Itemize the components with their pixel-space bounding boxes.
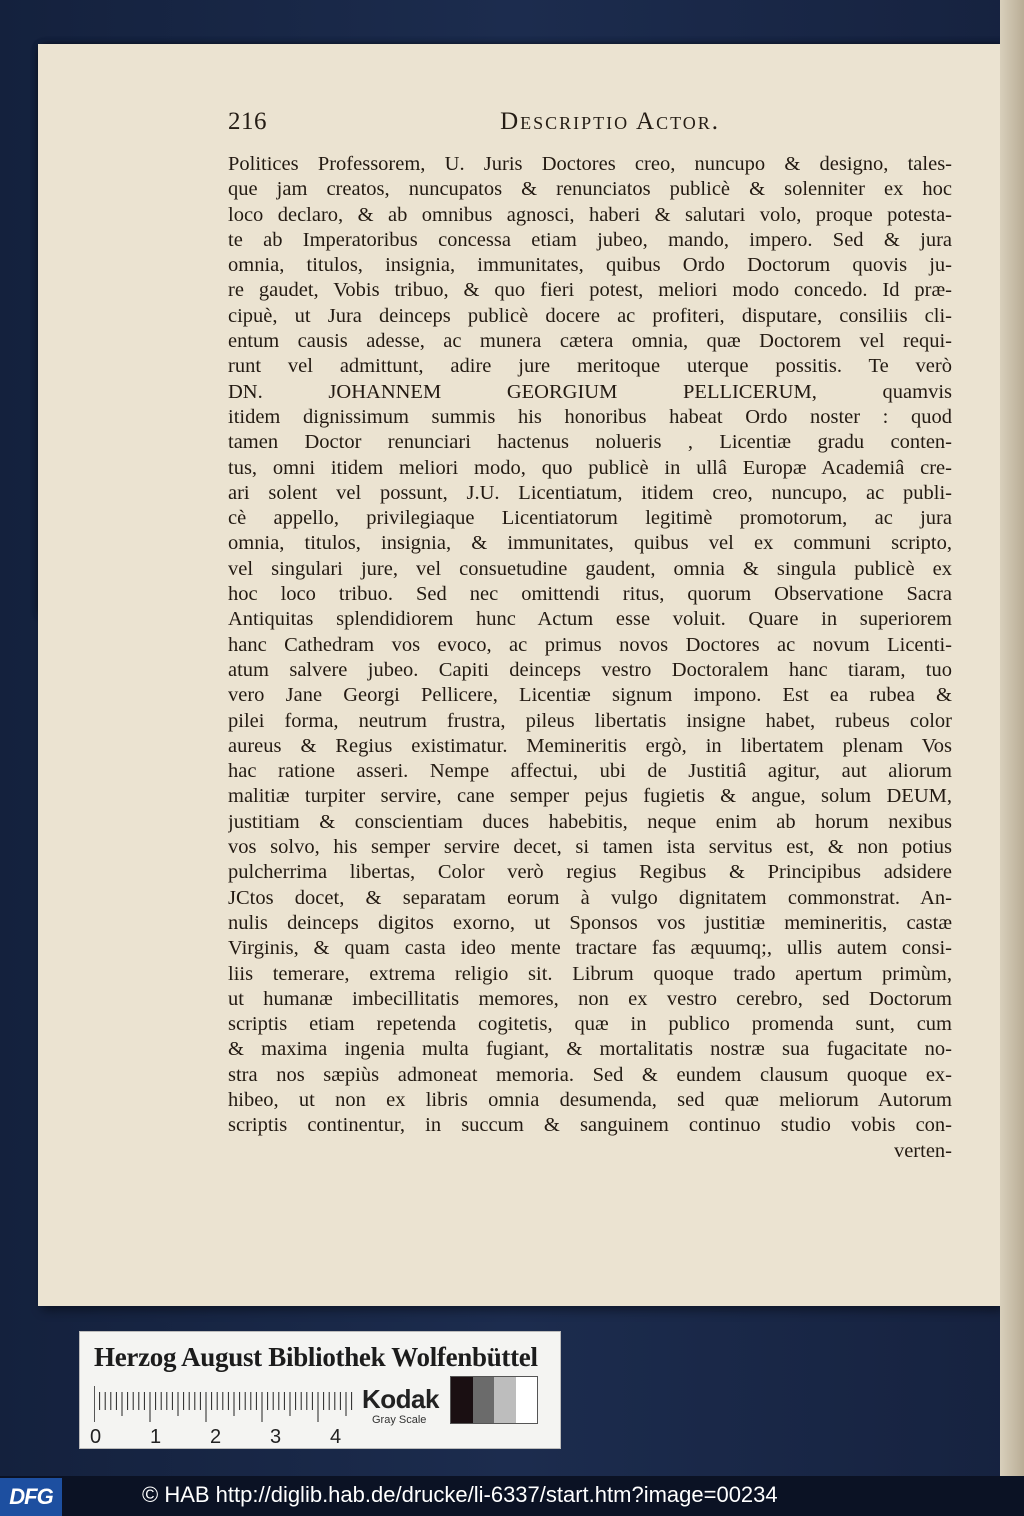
text-line: que jam creatos, nuncupatos & renunciatos publicè & solenniter ex hoc <box>228 178 952 201</box>
text-line: hac ratione asseri. Nempe affectui, ubi de Justitiâ agitur, aut aliorum <box>228 760 952 783</box>
text-line: pulcherrima libertas, Color verò regius Regibus & Principibus adsidere <box>228 861 952 884</box>
text-line: te ab Imperatoribus concessa etiam jubeo, mando, impero. Sed & jura <box>228 228 952 251</box>
text-line: omnia, titulos, insignia, & immunitates, quibus vel ex communi scripto, <box>228 532 952 555</box>
page-number: 216 <box>228 108 267 135</box>
ruler-number: 0 <box>90 1426 102 1448</box>
library-label-title: Herzog August Bibliothek Wolfenbüttel <box>94 1342 538 1372</box>
catchword: verten- <box>893 1139 952 1162</box>
text-line: entum causis adesse, ac munera cætera omnia, quæ Doctorem vel requi- <box>228 330 952 353</box>
text-line: malitiæ turpiter servire, cane semper pejus fugietis & angue, solum DEUM, <box>228 785 952 808</box>
text-line: re gaudet, Vobis tribuo, & quo fieri potest, meliori modo concedo. Id præ- <box>228 279 952 302</box>
text-line: hibeo, ut non ex libris omnia desumenda, sed quæ meliorum Autorum <box>228 1088 952 1111</box>
text-line: itidem dignissimum summis his honoribus habeat Ordo noster : quod <box>228 405 952 428</box>
kodak-brand: Kodak <box>362 1384 439 1414</box>
text-line: Virginis, & quam casta ideo mente tractare fas æquumq;, ullis autem consi- <box>228 937 952 960</box>
text-line: runt vel admittunt, adire jure meritoque uterque possitis. Te verò <box>228 355 952 378</box>
text-line: aureus & Regius existimatur. Memineritis ergò, in libertatem plenam Vos <box>228 734 952 757</box>
text-line: nulis deinceps digitos exorno, ut Sponsos vos justitiæ memineritis, castæ <box>228 911 952 934</box>
text-line: tus, omni itidem meliori modo, quo publicè in ullâ Europæ Academiâ cre- <box>228 456 952 479</box>
text-line: vel singulari jure, vel consuetudine gaudent, omnia & singula publicè ex <box>228 557 952 580</box>
text-line: vero Jane Georgi Pellicere, Licentiæ signum impono. Est ea rubea & <box>228 684 952 707</box>
text-line: Politices Professorem, U. Juris Doctores creo, nuncupo & designo, tales- <box>228 153 952 175</box>
text-line: pilei forma, neutrum frustra, pileus libertatis insigne habet, rubeus color <box>228 709 952 732</box>
copyright-link[interactable]: © HAB http://diglib.hab.de/drucke/li-6337/start.htm?image=00234 <box>142 1482 778 1507</box>
text-line: atum salvere jubeo. Capiti deinceps vestro Doctoralem hanc tiaram, tuo <box>228 658 952 681</box>
text-line: cipuè, ut Jura deinceps publicè docere ac profiteri, disputare, consiliis cli- <box>228 304 952 327</box>
text-line: scriptis etiam repetenda cogitetis, quæ in publico promenda sunt, cum <box>228 1013 952 1036</box>
ruler-number: 4 <box>330 1426 342 1448</box>
text-line: hoc loco tribuo. Sed nec omittendi ritus, quorum Observatione Sacra <box>228 583 952 606</box>
text-line: tamen Doctor renunciari hactenus nolueris , Licentiæ gradu conten- <box>228 431 952 454</box>
ruler-number: 1 <box>150 1426 162 1448</box>
running-title: Descriptio Actor. <box>500 108 720 135</box>
text-line: hanc Cathedram vos evoco, ac primus novos Doctores ac novum Licenti- <box>228 633 952 656</box>
text-line: DN. JOHANNEM GEORGIUM PELLICERUM, quamvis <box>228 380 952 403</box>
text-line: omnia, titulos, insignia, immunitates, quibus Ordo Doctorum quovis ju- <box>228 254 952 277</box>
kodak-subtitle: Gray Scale <box>372 1414 427 1426</box>
text-line: vos solvo, his semper servire decet, si tamen ista servitus est, & non potius <box>228 836 952 859</box>
text-line: & maxima ingenia multa fugiant, & mortalitatis nostræ sua fugacitate no- <box>228 1038 952 1061</box>
book-gutter <box>1000 0 1024 1476</box>
text-line: liis temerare, extrema religio sit. Librum quoque trado apertum primùm, <box>228 962 952 985</box>
text-line: cè appello, privilegiaque Licentiatorum legitimè promotorum, ac jura <box>228 507 952 530</box>
text-line: ut humanæ imbecillitatis memores, non ex vestro cerebro, sed Doctorum <box>228 987 952 1010</box>
dfg-logo: DFG <box>0 1478 62 1516</box>
text-line: loco declaro, & ab omnibus agnosci, haberi & salutari volo, proque potesta- <box>228 203 952 226</box>
library-label <box>80 1332 560 1448</box>
ruler-number: 2 <box>210 1426 222 1448</box>
text-line: Antiquitas splendidiorem hunc Actum esse voluit. Quare in superiorem <box>228 608 952 631</box>
text-line: scriptis continentur, in succum & sanguinem continuo studio vobis con- <box>228 1114 952 1137</box>
ruler-number: 3 <box>270 1426 282 1448</box>
running-header <box>228 108 720 142</box>
text-line: stra nos sæpiùs admoneat memoria. Sed & eundem clausum quoque ex- <box>228 1063 952 1086</box>
text-line: ari solent vel possunt, J.U. Licentiatum, itidem creo, nuncupo, ac publi- <box>228 481 952 504</box>
body-text <box>228 152 952 1164</box>
gray-scale-swatch <box>450 1376 538 1424</box>
text-line: JCtos docet, & separatam eorum à vulgo dignitatem commonstrat. An- <box>228 886 952 909</box>
text-line: justitiam & conscientiam duces habebitis, neque enim ab horum nexibus <box>228 810 952 833</box>
